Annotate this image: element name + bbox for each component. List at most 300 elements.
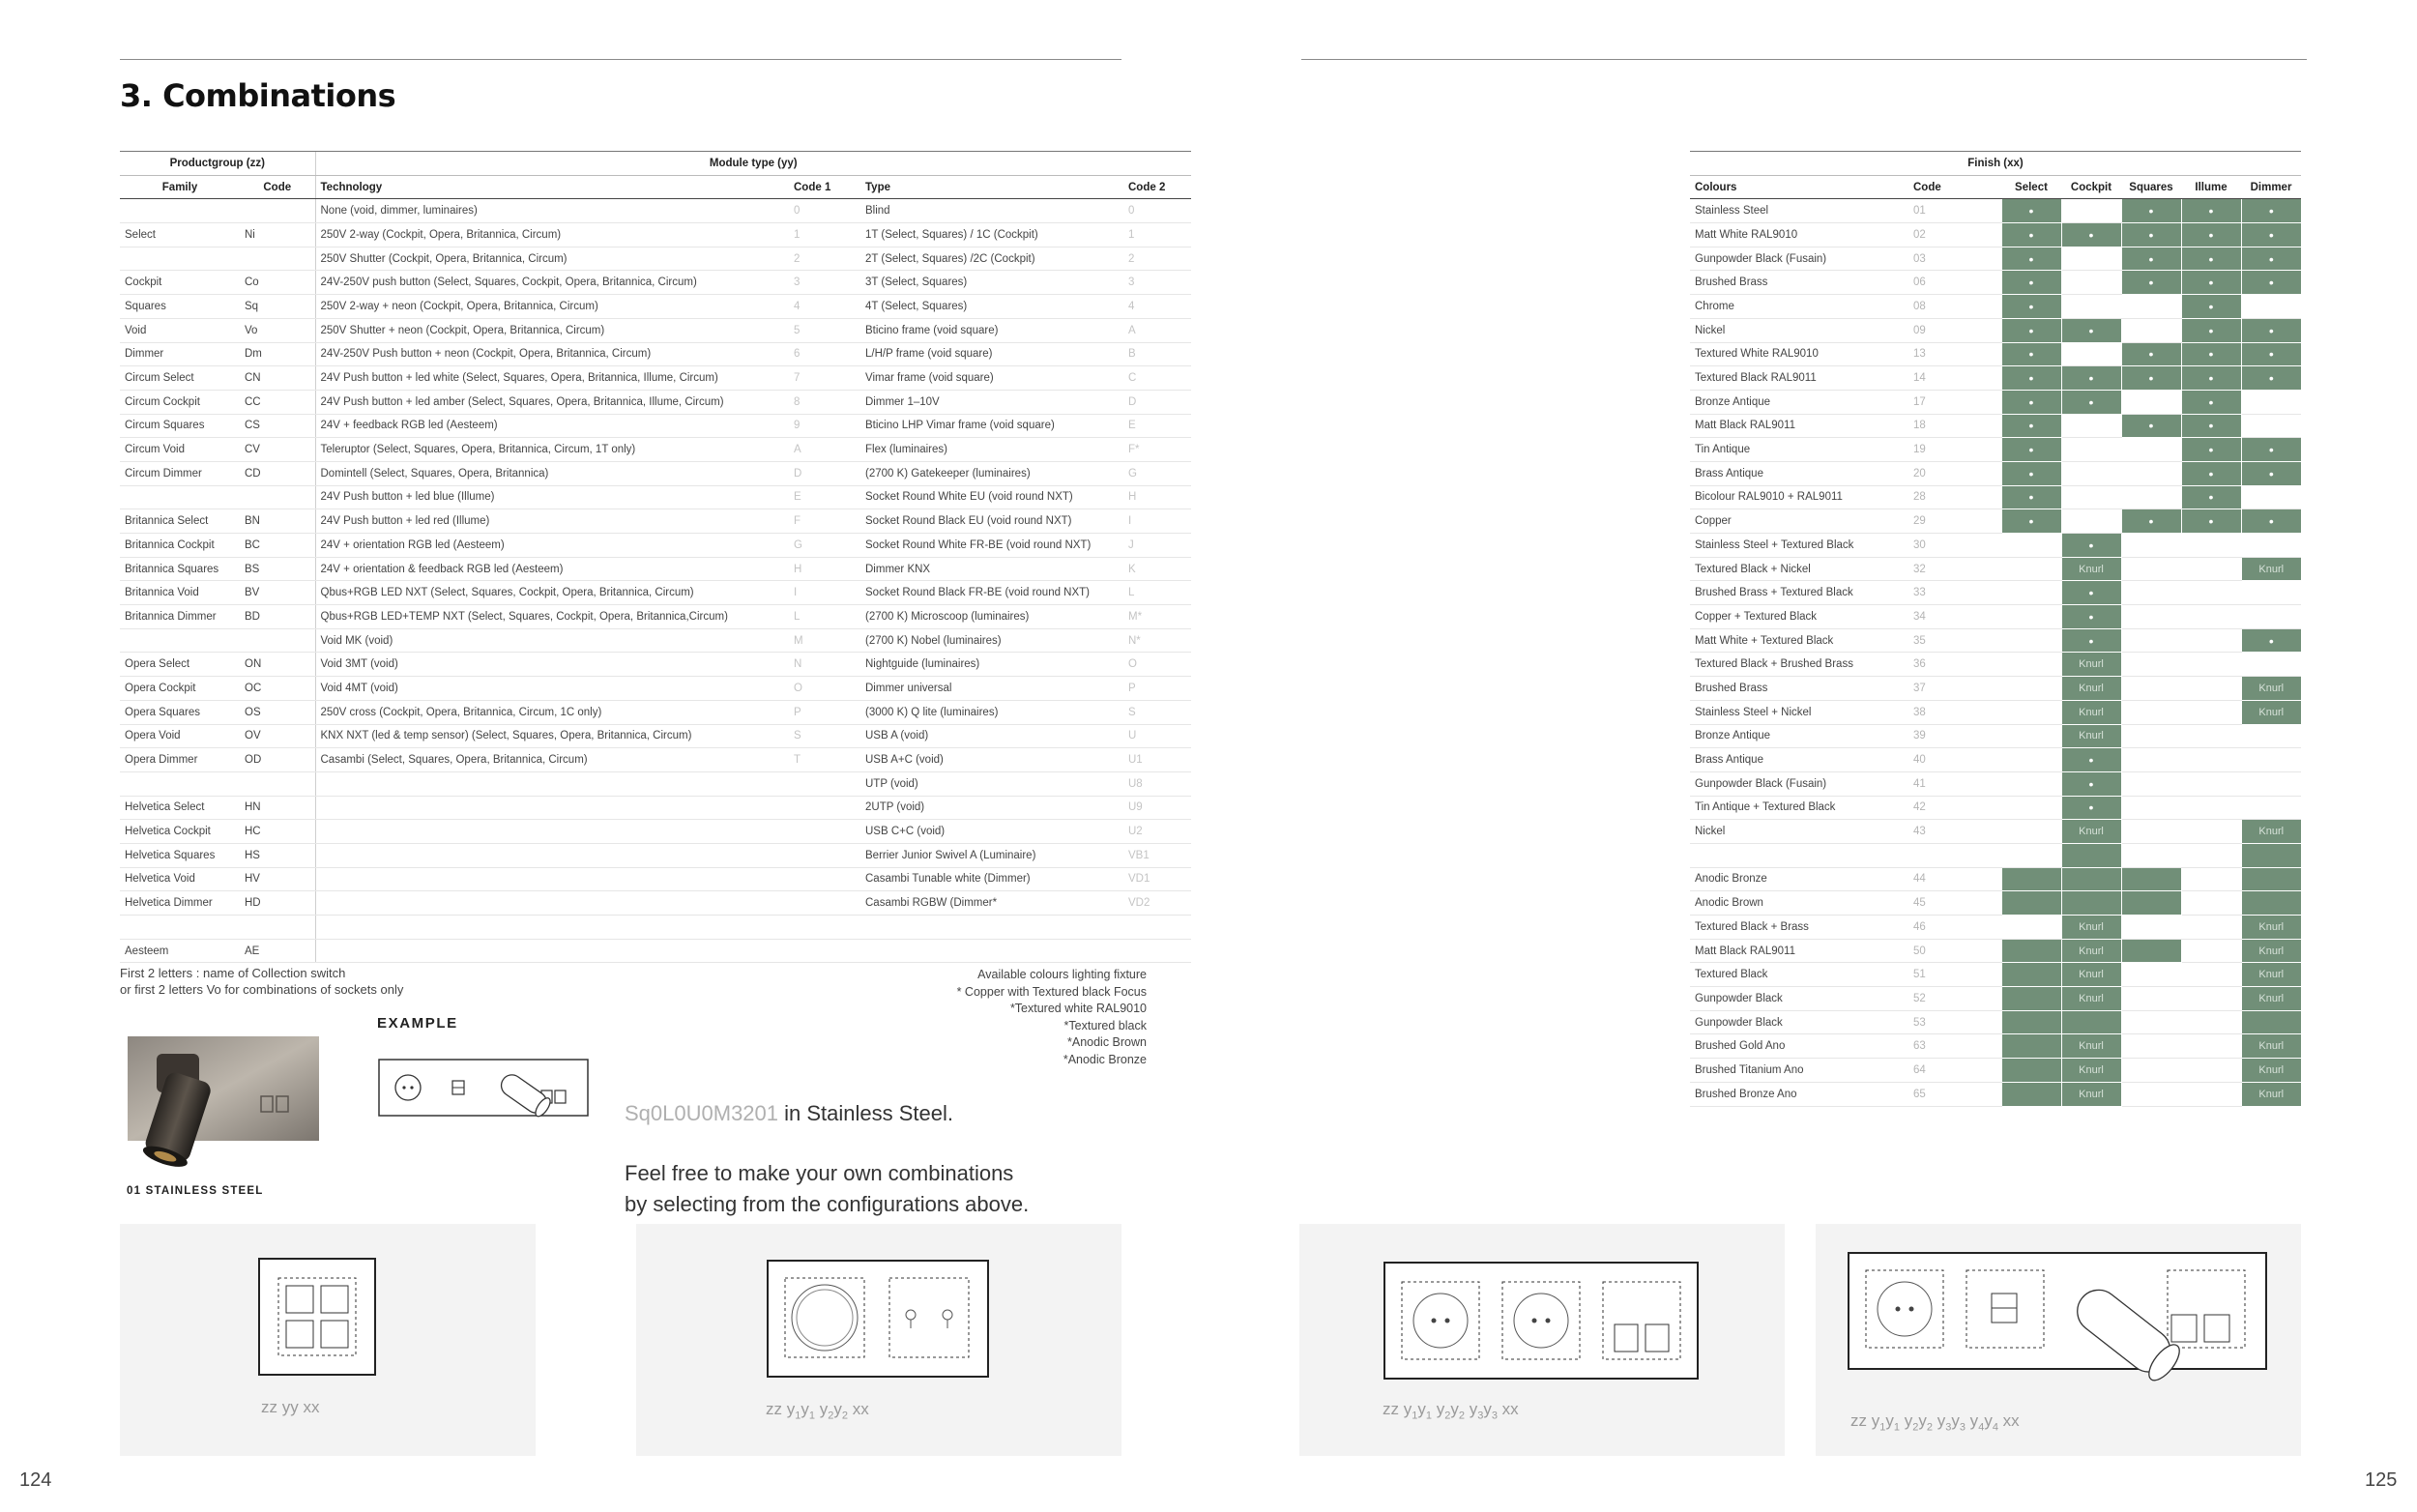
cell-select-filled xyxy=(2001,891,2061,916)
cell-code1: 6 xyxy=(789,342,860,366)
col-select: Select xyxy=(2001,175,2061,199)
table-row xyxy=(120,653,1191,677)
cell-code1: A xyxy=(789,438,860,462)
finish-code: 52 xyxy=(1908,987,2001,1011)
cell-squares-available: • xyxy=(2121,342,2181,366)
cell-dimmer-available: • xyxy=(2241,509,2301,534)
cell-dimmer-filled xyxy=(2241,1010,2301,1034)
finish-colour: Bronze Antique xyxy=(1690,724,1908,748)
cell-select-empty xyxy=(2001,771,2061,796)
cell-code: Co xyxy=(240,271,315,295)
page-number-right: 125 xyxy=(2365,1469,2398,1491)
finish-colour: Matt Black RAL9011 xyxy=(1690,939,1908,963)
col-type: Type xyxy=(860,175,1123,199)
cell-code2: 4 xyxy=(1123,295,1191,319)
cell-cockpit-empty xyxy=(2061,247,2121,271)
cell-code2: G xyxy=(1123,461,1191,485)
cell-code1: 0 xyxy=(789,199,860,223)
finish-row xyxy=(1690,700,2301,724)
label-segment: y xyxy=(1417,1400,1426,1418)
finish-row xyxy=(1690,581,2301,605)
cell-dimmer-knurl: Knurl xyxy=(2241,987,2301,1011)
cell-code1: 9 xyxy=(789,414,860,438)
cell-type: Socket Round Black FR-BE (void round NXT) xyxy=(860,581,1123,605)
panel-label xyxy=(261,1398,319,1417)
cell-select-filled xyxy=(2001,867,2061,891)
cell-cockpit-filled xyxy=(2061,843,2121,867)
cell-dimmer-available: • xyxy=(2241,318,2301,342)
cell-code2: VB1 xyxy=(1123,843,1191,867)
triple-frame-diagram xyxy=(1383,1261,1702,1382)
cell-code1 xyxy=(789,939,860,963)
cell-technology: 250V 2-way (Cockpit, Opera, Britannica, Circum) xyxy=(315,223,789,247)
finish-colour: Textured Black xyxy=(1690,963,1908,987)
finish-row xyxy=(1690,987,2301,1011)
cell-family: Opera Cockpit xyxy=(120,677,240,701)
col-cockpit: Cockpit xyxy=(2061,175,2121,199)
table-row xyxy=(120,820,1191,844)
cell-code2: E xyxy=(1123,414,1191,438)
cell-type: Berrier Junior Swivel A (Luminaire) xyxy=(860,843,1123,867)
finish-code: 39 xyxy=(1908,724,2001,748)
note-right-line: * Copper with Textured black Focus xyxy=(956,984,1147,999)
cell-code: OV xyxy=(240,724,315,748)
finish-row xyxy=(1690,485,2301,509)
cell-illume-empty xyxy=(2181,748,2241,772)
finish-colour: Brass Antique xyxy=(1690,461,1908,485)
cell-illume-empty xyxy=(2181,963,2241,987)
cell-code: HC xyxy=(240,820,315,844)
cell-cockpit-empty xyxy=(2061,342,2121,366)
finish-code: 42 xyxy=(1908,796,2001,820)
cell-cockpit-empty xyxy=(2061,199,2121,223)
table-row xyxy=(120,509,1191,534)
cell-squares-empty xyxy=(2121,724,2181,748)
label-subscript: 3 xyxy=(1477,1410,1484,1422)
finish-row xyxy=(1690,366,2301,391)
finish-code: 34 xyxy=(1908,605,2001,629)
cell-code: BS xyxy=(240,557,315,581)
panel-triple xyxy=(1299,1224,1785,1456)
cell-squares-empty xyxy=(2121,987,2181,1011)
cell-type: USB C+C (void) xyxy=(860,820,1123,844)
cell-code1: G xyxy=(789,534,860,558)
cell-technology: 24V Push button + led white (Select, Squares, Opera, Britannica, Illume, Circum) xyxy=(315,366,789,391)
finish-code: 32 xyxy=(1908,557,2001,581)
note-left-line: or first 2 letters Vo for combinations of sockets only xyxy=(120,982,404,997)
cell-dimmer-knurl: Knurl xyxy=(2241,700,2301,724)
panel-quad xyxy=(1816,1224,2301,1456)
cell-family: Cockpit xyxy=(120,271,240,295)
cell-code1: 1 xyxy=(789,223,860,247)
cell-squares-available: • xyxy=(2121,199,2181,223)
cell-code1: I xyxy=(789,581,860,605)
cell-code1 xyxy=(789,843,860,867)
cell-dimmer-empty xyxy=(2241,748,2301,772)
cell-type: Bticino LHP Vimar frame (void square) xyxy=(860,414,1123,438)
cell-code1 xyxy=(789,796,860,820)
cell-technology: Void 4MT (void) xyxy=(315,677,789,701)
cell-cockpit-knurl: Knurl xyxy=(2061,677,2121,701)
cell-illume-empty xyxy=(2181,534,2241,558)
cell-code2: H xyxy=(1123,485,1191,509)
cell-cockpit-knurl: Knurl xyxy=(2061,1082,2121,1106)
label-subscript: 1 xyxy=(808,1410,815,1422)
cell-cockpit-knurl: Knurl xyxy=(2061,557,2121,581)
cell-squares-empty xyxy=(2121,557,2181,581)
cell-select-filled xyxy=(2001,1010,2061,1034)
cell-squares-empty xyxy=(2121,916,2181,940)
finish-code: 50 xyxy=(1908,939,2001,963)
col-family: Family xyxy=(120,175,240,199)
cell-type: Bticino frame (void square) xyxy=(860,318,1123,342)
cell-code2: VD2 xyxy=(1123,891,1191,916)
cell-type: Dimmer 1–10V xyxy=(860,390,1123,414)
cell-technology: 250V 2-way + neon (Cockpit, Opera, Britannica, Circum) xyxy=(315,295,789,319)
cell-dimmer-knurl: Knurl xyxy=(2241,1059,2301,1083)
cell-code: OD xyxy=(240,748,315,772)
cell-code: CD xyxy=(240,461,315,485)
cell-dimmer-empty xyxy=(2241,771,2301,796)
finish-colour: Stainless Steel + Textured Black xyxy=(1690,534,1908,558)
table-row xyxy=(120,271,1191,295)
cell-select-empty xyxy=(2001,748,2061,772)
cell-squares-empty xyxy=(2121,796,2181,820)
cell-code1: 7 xyxy=(789,366,860,391)
cell-illume-empty xyxy=(2181,653,2241,677)
cell-type: (3000 K) Q lite (luminaires) xyxy=(860,700,1123,724)
cell-technology: Casambi (Select, Squares, Opera, Britannica, Circum) xyxy=(315,748,789,772)
table-row xyxy=(120,247,1191,271)
table-row xyxy=(120,199,1191,223)
cell-code1 xyxy=(789,916,860,940)
cell-select-empty xyxy=(2001,916,2061,940)
finish-row xyxy=(1690,653,2301,677)
cell-code2 xyxy=(1123,939,1191,963)
cell-illume-empty xyxy=(2181,820,2241,844)
finish-row xyxy=(1690,677,2301,701)
table-row xyxy=(120,318,1191,342)
example-diagram xyxy=(377,1054,592,1131)
finish-colour: Anodic Bronze xyxy=(1690,867,1908,891)
finish-code: 43 xyxy=(1908,820,2001,844)
cell-technology: 24V Push button + led red (Illume) xyxy=(315,509,789,534)
note-right-line: *Textured black xyxy=(1063,1018,1147,1032)
cell-code2: K xyxy=(1123,557,1191,581)
finish-code: 14 xyxy=(1908,366,2001,391)
label-segment: y xyxy=(1431,1400,1445,1418)
cell-code: Vo xyxy=(240,318,315,342)
finish-row xyxy=(1690,199,2301,223)
cell-squares-available: • xyxy=(2121,271,2181,295)
cell-code1: E xyxy=(789,485,860,509)
cell-cockpit-filled xyxy=(2061,1010,2121,1034)
cell-technology: KNX NXT (led & temp sensor) (Select, Squares, Opera, Britannica, Circum) xyxy=(315,724,789,748)
cell-illume-empty xyxy=(2181,939,2241,963)
finish-colour: Bronze Antique xyxy=(1690,390,1908,414)
finish-code: 53 xyxy=(1908,1010,2001,1034)
finish-code: 18 xyxy=(1908,414,2001,438)
cell-squares-empty xyxy=(2121,963,2181,987)
cell-cockpit-knurl: Knurl xyxy=(2061,820,2121,844)
cell-technology xyxy=(315,843,789,867)
cell-squares-available: • xyxy=(2121,509,2181,534)
cell-dimmer-empty xyxy=(2241,414,2301,438)
cell-select-available: • xyxy=(2001,199,2061,223)
cell-illume-empty xyxy=(2181,1059,2241,1083)
cell-squares-empty xyxy=(2121,1082,2181,1106)
top-rule-left xyxy=(120,59,1121,60)
cell-select-filled xyxy=(2001,1034,2061,1059)
cell-squares-empty xyxy=(2121,771,2181,796)
cell-squares-available: • xyxy=(2121,247,2181,271)
cell-type: 2UTP (void) xyxy=(860,796,1123,820)
note-right-line: Available colours lighting fixture xyxy=(977,968,1147,981)
cell-illume-empty xyxy=(2181,987,2241,1011)
finish-colour: Brushed Gold Ano xyxy=(1690,1034,1908,1059)
finish-code: 17 xyxy=(1908,390,2001,414)
cell-dimmer-empty xyxy=(2241,653,2301,677)
finish-row xyxy=(1690,1034,2301,1059)
finish-colour: Textured Black + Brass xyxy=(1690,916,1908,940)
note-right-line: *Textured white RAL9010 xyxy=(1009,1002,1147,1015)
label-segment: y xyxy=(1965,1411,1979,1430)
productgroup-header: Productgroup (zz) xyxy=(120,152,315,176)
cell-type xyxy=(860,916,1123,940)
cell-technology xyxy=(315,796,789,820)
cell-illume-available: • xyxy=(2181,318,2241,342)
finish-colour: Nickel xyxy=(1690,318,1908,342)
cell-dimmer-empty xyxy=(2241,534,2301,558)
cell-type: (2700 K) Microscoop (luminaires) xyxy=(860,605,1123,629)
cell-illume-empty xyxy=(2181,1034,2241,1059)
cell-type: Socket Round White EU (void round NXT) xyxy=(860,485,1123,509)
finish-colour: Tin Antique xyxy=(1690,438,1908,462)
cell-code xyxy=(240,247,315,271)
label-segment: y xyxy=(1984,1411,1993,1430)
cell-select-available: • xyxy=(2001,414,2061,438)
cell-cockpit-available: • xyxy=(2061,318,2121,342)
cell-select-empty xyxy=(2001,534,2061,558)
finish-row xyxy=(1690,605,2301,629)
label-segment: y xyxy=(1483,1400,1492,1418)
cell-family xyxy=(120,916,240,940)
cell-cockpit-knurl: Knurl xyxy=(2061,724,2121,748)
cell-code: HN xyxy=(240,796,315,820)
label-tail: yy xx xyxy=(281,1398,320,1416)
label-tail: xx xyxy=(1997,1411,2020,1430)
finish-code: 38 xyxy=(1908,700,2001,724)
cell-code2: F* xyxy=(1123,438,1191,462)
cell-illume-available: • xyxy=(2181,509,2241,534)
finish-code: 64 xyxy=(1908,1059,2001,1083)
finish-colour: Stainless Steel xyxy=(1690,199,1908,223)
finish-code: 33 xyxy=(1908,581,2001,605)
cell-code2: 3 xyxy=(1123,271,1191,295)
finish-row xyxy=(1690,438,2301,462)
finish-row xyxy=(1690,1059,2301,1083)
cell-select-empty xyxy=(2001,557,2061,581)
cell-technology: 250V Shutter + neon (Cockpit, Opera, Britannica, Circum) xyxy=(315,318,789,342)
cell-dimmer-available: • xyxy=(2241,461,2301,485)
cell-type: (2700 K) Nobel (luminaires) xyxy=(860,628,1123,653)
cell-code xyxy=(240,628,315,653)
cell-cockpit-knurl: Knurl xyxy=(2061,700,2121,724)
cell-family: Helvetica Select xyxy=(120,796,240,820)
finish-colour: Anodic Brown xyxy=(1690,891,1908,916)
cell-family xyxy=(120,247,240,271)
cell-code: CV xyxy=(240,438,315,462)
quad-frame-diagram xyxy=(1847,1251,2272,1396)
cell-dimmer-available: • xyxy=(2241,366,2301,391)
label-subscript: 2 xyxy=(1926,1421,1933,1434)
table-row xyxy=(120,677,1191,701)
cell-code2: U2 xyxy=(1123,820,1191,844)
cell-family: Circum Cockpit xyxy=(120,390,240,414)
col-code2: Code 2 xyxy=(1123,175,1191,199)
table-row xyxy=(120,771,1191,796)
finish-colour xyxy=(1690,843,1908,867)
finish-code: 09 xyxy=(1908,318,2001,342)
cell-technology: Domintell (Select, Squares, Opera, Britannica) xyxy=(315,461,789,485)
cell-code: Dm xyxy=(240,342,315,366)
label-segment: y xyxy=(1885,1411,1894,1430)
table-row xyxy=(120,223,1191,247)
cell-family xyxy=(120,628,240,653)
finish-code: 28 xyxy=(1908,485,2001,509)
cell-illume-empty xyxy=(2181,628,2241,653)
cell-illume-empty xyxy=(2181,605,2241,629)
table-row xyxy=(120,724,1191,748)
cell-squares-available: • xyxy=(2121,366,2181,391)
col-illume: Illume xyxy=(2181,175,2241,199)
panel-label xyxy=(1383,1400,1519,1421)
cell-type: Casambi RGBW (Dimmer* xyxy=(860,891,1123,916)
finish-colour: Bicolour RAL9010 + RAL9011 xyxy=(1690,485,1908,509)
cell-code1: 5 xyxy=(789,318,860,342)
label-prefix: zz xyxy=(261,1398,282,1416)
cell-cockpit-available: • xyxy=(2061,223,2121,247)
cell-dimmer-available: • xyxy=(2241,247,2301,271)
table-row xyxy=(120,414,1191,438)
cell-family: Select xyxy=(120,223,240,247)
cell-cockpit-available: • xyxy=(2061,628,2121,653)
cell-family xyxy=(120,485,240,509)
cell-code xyxy=(240,771,315,796)
cell-cockpit-available: • xyxy=(2061,771,2121,796)
cell-dimmer-knurl: Knurl xyxy=(2241,939,2301,963)
col-code: Code xyxy=(240,175,315,199)
finish-colour: Copper xyxy=(1690,509,1908,534)
cell-family: Opera Squares xyxy=(120,700,240,724)
cell-code2: O xyxy=(1123,653,1191,677)
cell-code2: S xyxy=(1123,700,1191,724)
cell-select-available: • xyxy=(2001,271,2061,295)
top-rule-right xyxy=(1301,59,2307,60)
finish-header: Finish (xx) xyxy=(1690,152,2301,176)
cell-code2: J xyxy=(1123,534,1191,558)
cell-squares-empty xyxy=(2121,700,2181,724)
cell-code2: 1 xyxy=(1123,223,1191,247)
finish-code: 29 xyxy=(1908,509,2001,534)
cell-illume-empty xyxy=(2181,867,2241,891)
cell-type: USB A+C (void) xyxy=(860,748,1123,772)
cell-code2: P xyxy=(1123,677,1191,701)
finish-colour: Brushed Brass xyxy=(1690,271,1908,295)
label-subscript: 1 xyxy=(1412,1410,1418,1422)
table-row xyxy=(120,366,1191,391)
finish-table xyxy=(1690,151,2301,1107)
double-frame-diagram xyxy=(766,1259,990,1381)
finish-colour: Brushed Bronze Ano xyxy=(1690,1082,1908,1106)
cell-dimmer-empty xyxy=(2241,485,2301,509)
cell-code2: L xyxy=(1123,581,1191,605)
cell-technology: 250V Shutter (Cockpit, Opera, Britannica, Circum) xyxy=(315,247,789,271)
cell-code: BV xyxy=(240,581,315,605)
col-dimmer: Dimmer xyxy=(2241,175,2301,199)
finish-code: 46 xyxy=(1908,916,2001,940)
cell-code: HS xyxy=(240,843,315,867)
cell-cockpit-knurl: Knurl xyxy=(2061,939,2121,963)
cell-select-empty xyxy=(2001,581,2061,605)
cell-select-empty xyxy=(2001,820,2061,844)
cell-cockpit-available: • xyxy=(2061,605,2121,629)
cell-dimmer-available: • xyxy=(2241,271,2301,295)
cell-select-available: • xyxy=(2001,485,2061,509)
cell-code xyxy=(240,916,315,940)
finish-row xyxy=(1690,271,2301,295)
label-subscript: 1 xyxy=(795,1410,801,1422)
cell-code xyxy=(240,199,315,223)
cell-illume-available: • xyxy=(2181,295,2241,319)
page-number-left: 124 xyxy=(19,1469,52,1491)
label-segment: y xyxy=(1932,1411,1946,1430)
finish-colour: Textured White RAL9010 xyxy=(1690,342,1908,366)
cell-code1: M xyxy=(789,628,860,653)
cell-family: Britannica Dimmer xyxy=(120,605,240,629)
label-segment: y xyxy=(814,1400,829,1418)
cell-dimmer-empty xyxy=(2241,295,2301,319)
finish-colour: Brass Antique xyxy=(1690,748,1908,772)
cell-code2: I xyxy=(1123,509,1191,534)
cell-technology: 24V Push button + led blue (Illume) xyxy=(315,485,789,509)
cell-illume-empty xyxy=(2181,843,2241,867)
example-code-suffix: in Stainless Steel. xyxy=(778,1101,953,1125)
cell-technology: 24V-250V push button (Select, Squares, Cockpit, Opera, Britannica, Circum) xyxy=(315,271,789,295)
cell-illume-available: • xyxy=(2181,271,2241,295)
finish-code: 41 xyxy=(1908,771,2001,796)
table-row xyxy=(120,295,1191,319)
label-subscript: 2 xyxy=(828,1410,834,1422)
cell-technology xyxy=(315,867,789,891)
label-subscript: 4 xyxy=(1978,1421,1985,1434)
cell-dimmer-filled xyxy=(2241,843,2301,867)
finish-colour: Matt White + Textured Black xyxy=(1690,628,1908,653)
label-subscript: 2 xyxy=(841,1410,848,1422)
cell-squares-empty xyxy=(2121,485,2181,509)
table-row xyxy=(120,628,1191,653)
cell-dimmer-empty xyxy=(2241,796,2301,820)
cell-type: UTP (void) xyxy=(860,771,1123,796)
cell-code1: D xyxy=(789,461,860,485)
cell-select-available: • xyxy=(2001,390,2061,414)
cell-select-available: • xyxy=(2001,461,2061,485)
cell-family: Void xyxy=(120,318,240,342)
cell-family: Circum Squares xyxy=(120,414,240,438)
cell-family: Dimmer xyxy=(120,342,240,366)
table-row xyxy=(120,700,1191,724)
cell-type: Dimmer universal xyxy=(860,677,1123,701)
